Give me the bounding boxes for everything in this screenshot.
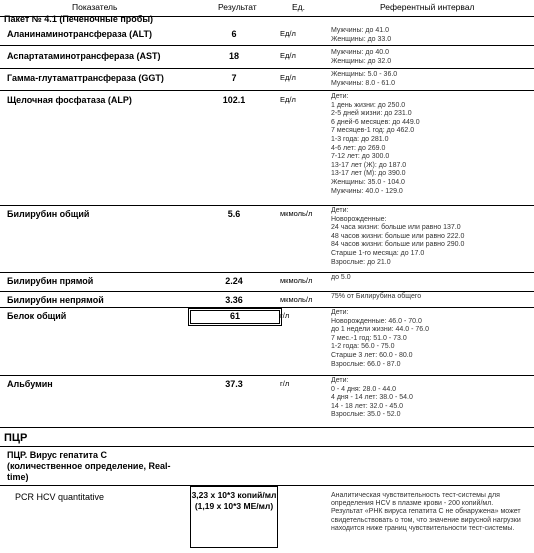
pcr-param-name: PCR HCV quantitative <box>15 492 105 502</box>
row-unit: г/л <box>280 379 290 388</box>
ref-line: Новорожденные: <box>331 215 387 223</box>
row-reference <box>331 27 391 44</box>
table-row <box>0 205 534 273</box>
ref-line: Мужчины: до 41.0 <box>331 27 389 34</box>
row-name: Щелочная фосфатаза (ALP) <box>7 95 132 105</box>
row-reference <box>331 93 420 196</box>
ref-line: 1-3 года: до 281.0 <box>331 135 389 143</box>
pcr-ref-sensitivity: Аналитическая чувствительность тест-системы для определения HCV в плазме крови - 200 копий/мл. <box>331 492 500 508</box>
ref-line: 13-17 лет (Ж): до 187.0 <box>331 161 407 169</box>
ref-line: 14 - 18 лет: 32.0 - 45.0 <box>331 402 404 410</box>
row-name: Белок общий <box>7 311 67 321</box>
row-value: 3.36 <box>225 295 243 305</box>
row-unit: Ед/л <box>280 51 296 60</box>
header-unit: Ед. <box>292 2 305 12</box>
row-value: 5.6 <box>227 209 241 219</box>
ref-line: 4 дня - 14 лет: 38.0 - 54.0 <box>331 394 413 402</box>
row-reference <box>331 377 413 420</box>
ref-line: 2-5 дней жизни: до 231.0 <box>331 110 412 118</box>
ref-line: Старше 3 лет: 60.0 - 80.0 <box>331 351 413 359</box>
ref-line: 48 часов жизни: больше или равно 222.0 <box>331 232 465 240</box>
table-row <box>0 307 534 376</box>
table-row <box>0 69 534 91</box>
ref-line: 7 мес.-1 год: 51.0 - 73.0 <box>331 334 407 342</box>
ref-line: Новорожденные: 46.0 - 70.0 <box>331 317 422 325</box>
row-value: 102.1 <box>222 95 246 105</box>
row-name: Гамма-глутаматтрансфераза (GGT) <box>7 73 164 83</box>
ref-line: 7 месяцев-1 год: до 462.0 <box>331 127 415 135</box>
row-reference <box>331 309 429 369</box>
table-row <box>0 291 534 308</box>
ref-line: 1-2 года: 56.0 - 75.0 <box>331 343 395 351</box>
row-name: Билирубин непрямой <box>7 295 104 305</box>
row-unit: Ед/л <box>280 29 296 38</box>
row-value: 6 <box>231 29 237 39</box>
ref-line: 1 день жизни: до 250.0 <box>331 101 406 109</box>
ref-line: Женщины: 5.0 - 36.0 <box>331 71 398 78</box>
ref-line: 6 дней-6 месяцев: до 449.0 <box>331 118 420 126</box>
table-row <box>0 375 534 428</box>
pcr-section-title: ПЦР <box>4 432 28 444</box>
row-unit: г/л <box>280 311 290 320</box>
row-reference <box>331 293 421 302</box>
row-unit: Ед/л <box>280 95 296 104</box>
pcr-test-title: ПЦР. Вирус гепатита С (количественное определение, Real-time) <box>7 450 171 482</box>
row-unit: мкмоль/л <box>280 276 313 285</box>
header-ref: Референтный интервал <box>380 2 475 12</box>
row-value: 2.24 <box>225 276 243 286</box>
row-value: 61 <box>190 310 280 324</box>
table-row <box>0 25 534 46</box>
ref-line: Женщины: 35.0 - 104.0 <box>331 178 405 186</box>
row-name: Аспартатаминотрансфераза (AST) <box>7 51 161 61</box>
row-name: Билирубин общий <box>7 209 90 219</box>
row-unit: мкмоль/л <box>280 295 313 304</box>
row-name: Альбумин <box>7 379 53 389</box>
header-name: Показатель <box>72 2 118 12</box>
row-unit: Ед/л <box>280 73 296 82</box>
ref-line: Взрослые: 66.0 - 87.0 <box>331 360 401 368</box>
pcr-ref-note: Результат «РНК вируса гепатита С не обнаружена» может свидетельствовать о том, что значение вирусной нагрузки находится ниже границ чувствительности тест-системы. <box>331 508 521 532</box>
row-unit: мкмоль/л <box>280 209 313 218</box>
pcr-divider <box>0 446 534 447</box>
ref-line: Старше 1-го месяца: до 17.0 <box>331 249 425 257</box>
row-value: 7 <box>231 73 237 83</box>
ref-line: до 5.0 <box>331 274 351 281</box>
pcr-value: 3,23 x 10*3 копий/мл (1,19 x 10*3 МЕ/мл) <box>190 486 278 548</box>
pcr-reference <box>331 492 521 533</box>
ref-line: Дети: <box>331 377 349 384</box>
ref-line: Взрослые: до 21.0 <box>331 258 391 266</box>
ref-line: 7-12 лет: до 300.0 <box>331 153 390 161</box>
ref-line: 75% от Билирубина общего <box>331 293 422 300</box>
row-reference <box>331 207 464 267</box>
ref-line: Дети: <box>331 207 349 214</box>
ref-line: Взрослые: 35.0 - 52.0 <box>331 411 401 419</box>
ref-line: Женщины: до 32.0 <box>331 57 392 65</box>
ref-line: 4-6 лет: до 269.0 <box>331 144 386 152</box>
table-row <box>0 47 534 69</box>
ref-line: Дети: <box>331 93 349 100</box>
row-reference <box>331 274 351 283</box>
ref-line: Дети: <box>331 309 349 316</box>
row-name: Аланинаминотрансфераза (ALT) <box>7 29 152 39</box>
ref-line: Женщины: до 33.0 <box>331 35 392 43</box>
row-value: 18 <box>228 51 239 61</box>
package-title: Пакет № 4.1 (Печеночные пробы) <box>4 14 154 24</box>
row-value: 37.3 <box>225 379 243 389</box>
row-reference <box>331 49 391 66</box>
row-reference <box>331 71 397 88</box>
table-row <box>0 272 534 292</box>
ref-line: 84 часов жизни: больше или равно 290.0 <box>331 241 465 249</box>
ref-line: до 1 недели жизни: 44.0 - 76.0 <box>331 326 429 334</box>
ref-line: Мужчины: до 40.0 <box>331 49 389 56</box>
table-row <box>0 91 534 206</box>
ref-line: Мужчины: 40.0 - 129.0 <box>331 187 403 195</box>
ref-line: 13-17 лет (М): до 390.0 <box>331 170 406 178</box>
ref-line: 0 - 4 дня: 28.0 - 44.0 <box>331 385 397 393</box>
ref-line: Мужчины: 8.0 - 61.0 <box>331 79 396 87</box>
ref-line: 24 часа жизни: больше или равно 137.0 <box>331 224 461 232</box>
header-result: Результат <box>218 2 257 12</box>
row-name: Билирубин прямой <box>7 276 94 286</box>
